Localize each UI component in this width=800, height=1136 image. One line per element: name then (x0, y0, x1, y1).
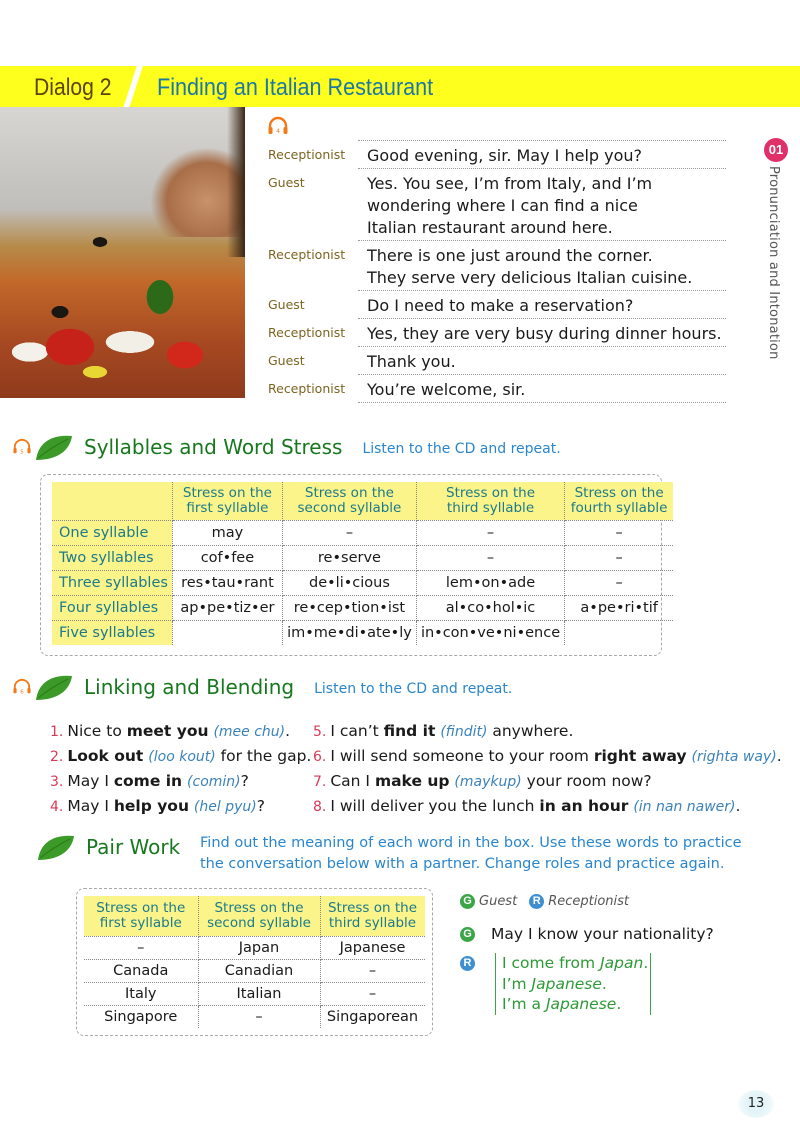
table-cell: – (320, 959, 425, 982)
dialog-line (268, 346, 728, 374)
table-row (52, 570, 673, 595)
row-label: Four syllables (52, 595, 172, 620)
nationality-stress-table (84, 896, 425, 1028)
table-cell: Canada (84, 959, 198, 982)
svg-text:5: 5 (20, 449, 24, 456)
table-cell: a•pe•ri•tif (565, 595, 674, 620)
dialog-text: There is one just around the corner. They serve very delicious Italian cuisine. (358, 240, 726, 290)
role-legend (460, 894, 629, 909)
table-cell: ap•pe•tiz•er (172, 595, 282, 620)
table-row (84, 1005, 425, 1028)
table-cell: – (282, 520, 416, 545)
table-cell: cof•fee (172, 545, 282, 570)
leaf-icon (34, 672, 74, 702)
section-instruction: Listen to the CD and repeat. (314, 681, 513, 697)
speaker-label: Receptionist (268, 325, 346, 340)
table-cell: Italian (198, 982, 320, 1005)
table-header: Stress on the first syllable (172, 482, 282, 520)
answer-option: I’m a Japanese. (502, 995, 622, 1013)
dialog-line (268, 168, 728, 240)
dialog-line (268, 374, 728, 403)
table-header: Stress on the first syllable (84, 896, 198, 936)
row-label: Three syllables (52, 570, 172, 595)
dialog-text: You’re welcome, sir. (358, 374, 726, 403)
speaker-label: Guest (268, 353, 305, 368)
table-cell: Italy (84, 982, 198, 1005)
table-cell: may (172, 520, 282, 545)
row-label: Five syllables (52, 620, 172, 645)
table-row (52, 545, 673, 570)
table-cell: – (565, 520, 674, 545)
linking-header (12, 672, 512, 702)
table-cell: Singaporean (326, 1008, 419, 1025)
guest-badge-icon: G (460, 927, 475, 942)
list-item: 4. May I help you (hel pyu)? (50, 797, 265, 815)
speaker-label: Receptionist (268, 381, 346, 396)
receptionist-badge-icon: R (460, 956, 475, 971)
list-item: 1. Nice to meet you (mee chu). (50, 722, 291, 740)
table-header (52, 482, 172, 520)
headphone-icon[interactable] (12, 438, 32, 456)
table-header: Stress on the third syllable (416, 482, 564, 520)
table-cell: – (198, 1005, 320, 1028)
section-instruction: Listen to the CD and repeat. (362, 441, 561, 457)
pair-work-header (36, 832, 180, 862)
table-cell: – (416, 520, 564, 545)
answer-options (495, 953, 651, 1015)
row-label: Two syllables (52, 545, 172, 570)
banner-divider (123, 64, 144, 110)
speaker-label: Receptionist (268, 247, 346, 262)
page-number: 13 (738, 1090, 774, 1118)
guest-question: May I know your nationality? (491, 925, 714, 943)
table-row (52, 520, 673, 545)
table-cell: – (416, 545, 564, 570)
headphone-icon[interactable] (12, 678, 32, 696)
conversation-guest (460, 925, 714, 943)
table-cell: Japan (198, 936, 320, 959)
table-cell: Canadian (198, 959, 320, 982)
dialog-text: Do I need to make a reservation? (358, 290, 726, 318)
leaf-icon (34, 432, 74, 462)
table-cell: de•li•cious (282, 570, 416, 595)
dialog-text: Yes. You see, I’m from Italy, and I’m wondering where I can find a nice Italian restaurant around here. (358, 168, 726, 240)
table-row (84, 959, 425, 982)
svg-text:6: 6 (20, 689, 24, 696)
table-header: Stress on the second syllable (282, 482, 416, 520)
row-label: One syllable (52, 520, 172, 545)
dialog-text: Yes, they are very busy during dinner hours. (358, 318, 726, 346)
page-title: Finding an Italian Restaurant (157, 74, 434, 101)
linking-list-right (313, 719, 782, 819)
section-title: Syllables and Word Stress (84, 435, 343, 459)
list-item: 2. Look out (loo kout) for the gap. (50, 747, 312, 765)
syllable-stress-table (52, 482, 673, 645)
dialog-line (268, 290, 728, 318)
list-item: 5. I can’t find it (findit) anywhere. (313, 722, 574, 740)
chapter-badge: 01 (764, 138, 788, 162)
section-title: Pair Work (86, 835, 181, 859)
list-item: 3. May I come in (comin)? (50, 772, 249, 790)
table-row (52, 595, 673, 620)
headphone-icon[interactable] (267, 116, 289, 136)
list-item: 6. I will send someone to your room right away (righta way). (313, 747, 782, 765)
legend-label: Receptionist (548, 894, 629, 909)
dialog-line (268, 140, 728, 168)
legend-label: Guest (479, 894, 518, 909)
speaker-label: Guest (268, 297, 305, 312)
guest-badge-icon: G (460, 894, 475, 909)
table-cell: Singapore (84, 1005, 198, 1028)
list-item: 7. Can I make up (maykup) your room now? (313, 772, 652, 790)
table-cell (565, 620, 674, 645)
table-header: Stress on the third syllable (320, 896, 425, 936)
dialog-line (268, 318, 728, 346)
section-title: Linking and Blending (84, 675, 295, 699)
speaker-label: Receptionist (268, 147, 346, 162)
table-cell (172, 620, 282, 645)
section-instruction: Find out the meaning of each word in the box. Use these words to practice the conversation below with a partner. Change roles and practice again. (200, 835, 742, 872)
table-cell: al•co•hol•ic (416, 595, 564, 620)
chapter-label: Pronunciation and Intonation (766, 166, 781, 360)
title-banner (0, 66, 800, 107)
table-cell: – (565, 545, 674, 570)
answer-option: I come from Japan. (502, 954, 649, 972)
table-cell: – (84, 936, 198, 959)
table-row (52, 620, 673, 645)
table-row (84, 982, 425, 1005)
table-cell: re•serve (282, 545, 416, 570)
table-row (84, 936, 425, 959)
svg-text:4: 4 (276, 128, 280, 135)
table-header-row (52, 482, 673, 520)
answer-option: I’m Japanese. (502, 974, 607, 993)
table-header-row (84, 896, 425, 936)
table-cell: in•con•ve•ni•ence (416, 620, 564, 645)
speaker-label: Guest (268, 175, 305, 190)
pizza-photo (0, 107, 245, 398)
linking-list-left (50, 719, 311, 819)
table-cell: res•tau•rant (172, 570, 282, 595)
dialog-transcript (268, 140, 728, 403)
table-cell: – (565, 570, 674, 595)
table-cell: – (320, 982, 425, 1005)
table-cell: Japanese (320, 936, 425, 959)
dialog-text: Good evening, sir. May I help you? (358, 140, 726, 168)
receptionist-badge-icon: R (529, 894, 544, 909)
table-cell: im•me•di•ate•ly (282, 620, 416, 645)
list-item: 8. I will deliver you the lunch in an hour (in nan nawer). (313, 797, 741, 815)
table-header: Stress on the second syllable (198, 896, 320, 936)
table-cell: re•cep•tion•ist (282, 595, 416, 620)
dialog-number: Dialog 2 (34, 74, 112, 101)
dialog-text: Thank you. (358, 346, 726, 374)
table-cell: lem•on•ade (416, 570, 564, 595)
leaf-icon (36, 832, 76, 862)
dialog-line (268, 240, 728, 290)
photo-shadow (227, 107, 245, 257)
syllables-header (12, 432, 561, 462)
conversation-receptionist (460, 953, 651, 1015)
table-header: Stress on the fourth syllable (565, 482, 674, 520)
